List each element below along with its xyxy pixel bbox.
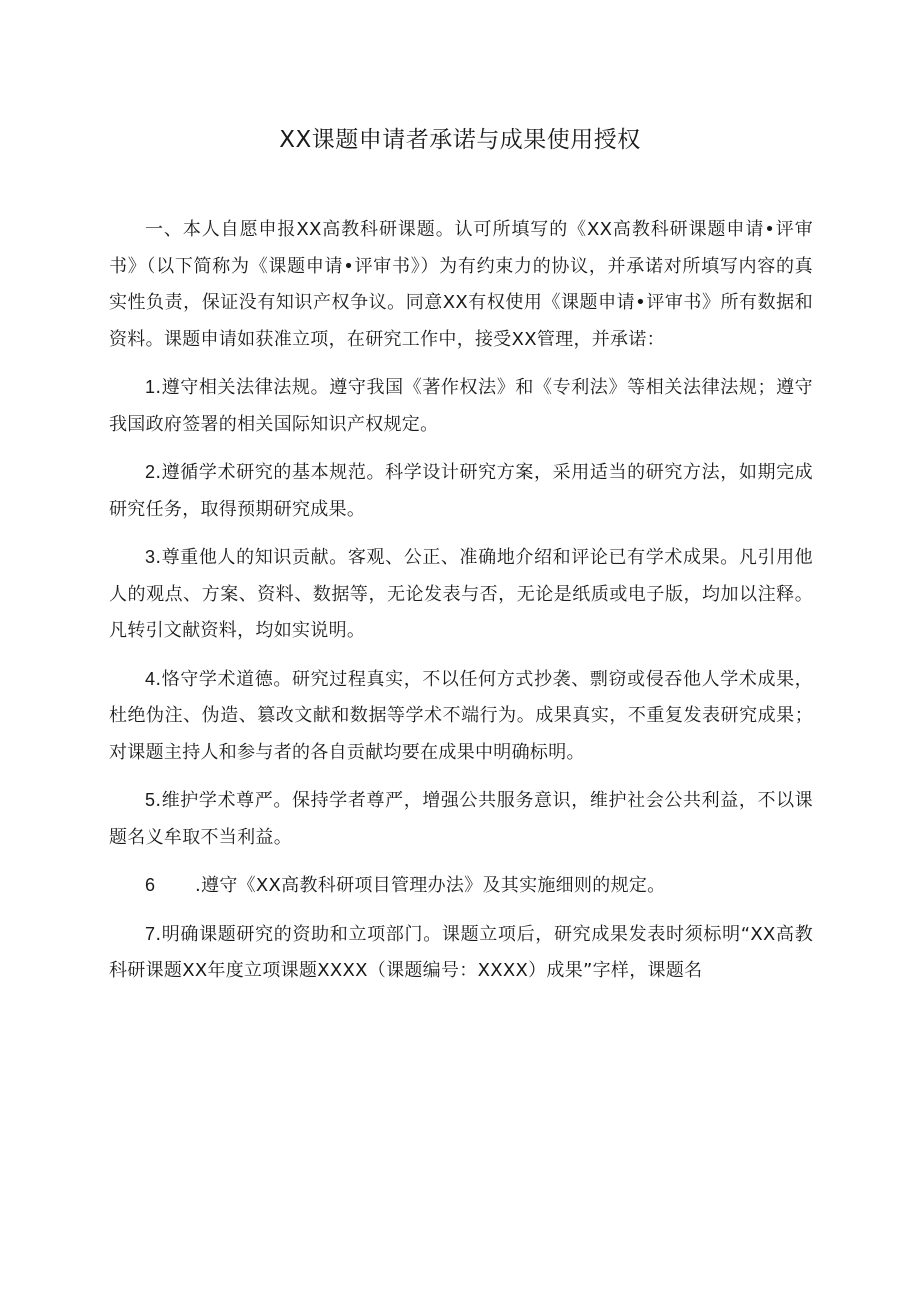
document-title: XX课题申请者承诺与成果使用授权 <box>279 127 641 153</box>
commitment-item-6 <box>109 867 813 905</box>
commitment-item-4 <box>109 661 813 772</box>
item-number: 2 <box>145 462 156 482</box>
item-text: .明确课题研究的资助和立项部门。课题立项后，研究成果发表时须标明“XX高教科研课题XX年度立项课题XXXX（课题编号：XXXX）成果”字样，课题名 <box>109 923 813 981</box>
commitment-item-3 <box>109 539 813 650</box>
item-number: 3 <box>145 547 156 567</box>
item-text: .遵守相关法律法规。遵守我国《著作权法》和《专利法》等相关法律法规；遵守我国政府签署的相关国际知识产权规定。 <box>109 377 813 435</box>
item-number: 6 <box>145 875 156 895</box>
item-text: .遵守《XX高教科研项目管理办法》及其实施细则的规定。 <box>195 875 666 896</box>
item-text: .恪守学术道德。研究过程真实，不以任何方式抄袭、剽窃或侵吞他人学术成果，杜绝伪注、伪造、篡改文献和数据等学术不端行为。成果真实，不重复发表研究成果；对课题主持人和参与者的各自贡献均要在成果中明确标明。 <box>109 668 813 763</box>
item-number: 7 <box>145 923 156 944</box>
commitment-item-1 <box>109 369 813 443</box>
item-text: .遵循学术研究的基本规范。科学设计研究方案，采用适当的研究方法，如期完成研究任务，取得预期研究成果。 <box>109 462 813 520</box>
commitment-item-7 <box>109 916 813 990</box>
item-text: .尊重他人的知识贡献。客观、公正、准确地介绍和评论已有学术成果。凡引用他人的观点、方案、资料、数据等，无论发表与否，无论是纸质或电子版，均加以注释。凡转引文献资料，均如实说明。 <box>109 547 813 641</box>
item-number: 5 <box>145 790 156 810</box>
item-number: 4 <box>145 668 156 689</box>
document-body <box>109 212 813 1001</box>
intro-paragraph: 一、本人自愿申报XX高教科研课题。认可所填写的《XX高教科研课题申请•评审书》（以下简称为《课题申请•评审书》）为有约束力的协议，并承诺对所填写内容的真实性负责，保证没有知识产权争议。同意XX有权使用《课题申请•评审书》所有数据和资料。课题申请如获准立项，在研究工作中，接受XX管理，并承诺： <box>109 219 813 350</box>
commitment-item-5 <box>109 782 813 856</box>
item-number: 1 <box>145 377 156 397</box>
commitment-item-2 <box>109 454 813 528</box>
item-text: .维护学术尊严。保持学者尊严，增强公共服务意识，维护社会公共利益，不以课题名义牟取不当利益。 <box>109 790 813 848</box>
